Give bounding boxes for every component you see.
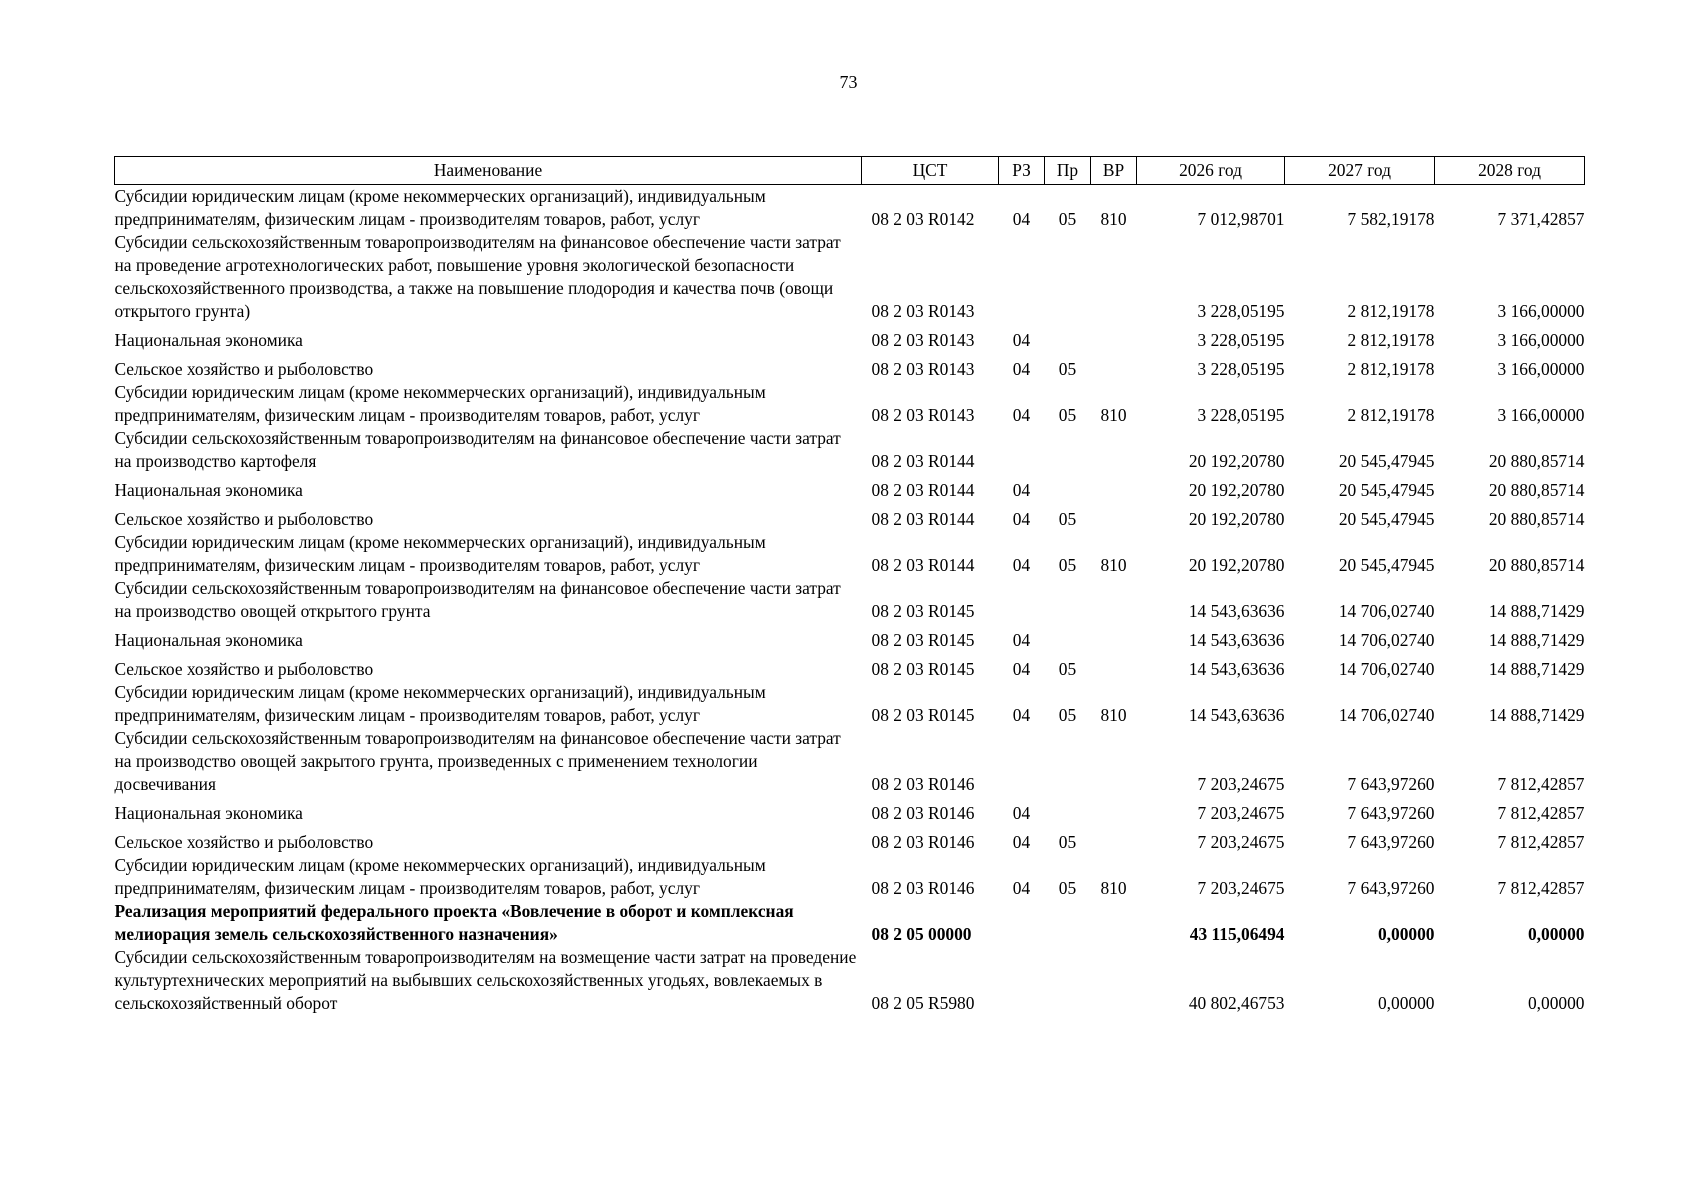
row-rz: 04 — [1012, 803, 1031, 823]
row-value-2026: 20 192,20780 — [1188, 509, 1285, 529]
row-value-2026: 3 228,05195 — [1197, 330, 1285, 350]
row-cst: 08 2 03 R0145 — [871, 630, 975, 650]
row-rz — [999, 231, 1045, 323]
row-value-2026: 14 543,63636 — [1188, 630, 1285, 650]
row-value-2028: 3 166,00000 — [1497, 359, 1585, 379]
header-2026: 2026 год — [1137, 157, 1285, 185]
row-name: Сельское хозяйство и рыболовство — [114, 359, 374, 379]
table-row — [115, 323, 1585, 352]
row-pr: 05 — [1058, 359, 1077, 379]
row-vr: 810 — [1100, 209, 1127, 229]
row-pr — [1045, 796, 1091, 825]
row-name: Субсидии юридическим лицам (кроме некоммерческих организаций), индивидуальным предпринимателям, физическим лицам - производителям товаров, работ, услуг — [114, 682, 766, 725]
row-value-2028: 0,00000 — [1527, 924, 1585, 944]
table-row — [115, 352, 1585, 381]
row-rz: 04 — [1012, 509, 1031, 529]
table-row — [115, 381, 1585, 427]
row-name: Субсидии юридическим лицам (кроме некоммерческих организаций), индивидуальным предпринимателям, физическим лицам - производителям товаров, работ, услуг — [114, 855, 766, 898]
row-value-2027: 2 812,19178 — [1347, 405, 1435, 425]
row-value-2027: 0,00000 — [1377, 993, 1435, 1013]
row-cst: 08 2 03 R0143 — [871, 301, 975, 321]
row-rz — [999, 946, 1045, 1015]
row-rz: 04 — [1012, 555, 1031, 575]
row-pr — [1045, 323, 1091, 352]
row-value-2026: 20 192,20780 — [1188, 451, 1285, 471]
row-value-2028: 14 888,71429 — [1488, 630, 1585, 650]
row-value-2026: 3 228,05195 — [1197, 301, 1285, 321]
row-value-2027: 20 545,47945 — [1338, 480, 1435, 500]
table-row — [115, 854, 1585, 900]
row-value-2027: 20 545,47945 — [1338, 509, 1435, 529]
row-rz — [999, 577, 1045, 623]
row-value-2028: 20 880,85714 — [1488, 451, 1585, 471]
row-name: Субсидии юридическим лицам (кроме некоммерческих организаций), индивидуальным предпринимателям, физическим лицам - производителям товаров, работ, услуг — [114, 382, 766, 425]
row-vr — [1091, 323, 1137, 352]
row-vr: 810 — [1100, 705, 1127, 725]
header-vr: ВР — [1091, 157, 1137, 185]
header-rz: РЗ — [999, 157, 1045, 185]
row-value-2028: 7 812,42857 — [1497, 803, 1585, 823]
row-name: Реализация мероприятий федерального проекта «Вовлечение в оборот и комплексная мелиорация земель сельскохозяйственного назначения» — [114, 901, 794, 944]
row-rz: 04 — [1012, 705, 1031, 725]
row-value-2026: 7 203,24675 — [1197, 878, 1285, 898]
row-value-2028: 0,00000 — [1527, 993, 1585, 1013]
row-name: Субсидии сельскохозяйственным товаропроизводителям на финансовое обеспечение части затрат на производство картофеля — [114, 428, 841, 471]
row-cst: 08 2 03 R0145 — [871, 601, 975, 621]
row-cst: 08 2 05 00000 — [871, 924, 972, 944]
row-value-2026: 7 203,24675 — [1197, 832, 1285, 852]
page-number: 73 — [839, 72, 858, 92]
row-name: Субсидии сельскохозяйственным товаропроизводителям на финансовое обеспечение части затрат на проведение агротехнологических работ, повышение уровня экологической безопасности сельскохозяйственного производства, а также на повышение плодородия и качества почв (овощи открытого грунта) — [114, 232, 841, 321]
row-pr — [1045, 577, 1091, 623]
row-value-2027: 2 812,19178 — [1347, 330, 1435, 350]
row-rz: 04 — [1012, 659, 1031, 679]
table-row — [115, 727, 1585, 796]
row-pr: 05 — [1058, 405, 1077, 425]
table-row — [115, 623, 1585, 652]
row-value-2027: 7 643,97260 — [1347, 832, 1435, 852]
row-value-2027: 0,00000 — [1377, 924, 1435, 944]
row-value-2028: 7 812,42857 — [1497, 774, 1585, 794]
row-value-2028: 20 880,85714 — [1488, 509, 1585, 529]
row-value-2028: 3 166,00000 — [1497, 330, 1585, 350]
row-pr — [1045, 231, 1091, 323]
row-vr — [1091, 352, 1137, 381]
row-cst: 08 2 03 R0144 — [871, 480, 975, 500]
row-rz: 04 — [1012, 405, 1031, 425]
row-name: Субсидии сельскохозяйственным товаропроизводителям на возмещение части затрат на проведение культуртехнических мероприятий на выбывших сельскохозяйственных угодьях, вовлекаемых в сельскохозяйственный оборот — [114, 947, 857, 1013]
row-name: Субсидии юридическим лицам (кроме некоммерческих организаций), индивидуальным предпринимателям, физическим лицам - производителям товаров, работ, услуг — [114, 532, 766, 575]
row-value-2026: 7 012,98701 — [1197, 209, 1285, 229]
row-vr — [1091, 623, 1137, 652]
table-row — [115, 185, 1585, 232]
row-pr: 05 — [1058, 832, 1077, 852]
row-value-2026: 3 228,05195 — [1197, 405, 1285, 425]
row-cst: 08 2 03 R0146 — [871, 774, 975, 794]
row-cst: 08 2 03 R0143 — [871, 330, 975, 350]
row-pr — [1045, 900, 1091, 946]
row-value-2027: 2 812,19178 — [1347, 301, 1435, 321]
table-row — [115, 502, 1585, 531]
row-value-2028: 20 880,85714 — [1488, 480, 1585, 500]
table-row — [115, 652, 1585, 681]
row-name: Сельское хозяйство и рыболовство — [114, 832, 374, 852]
row-vr: 810 — [1100, 878, 1127, 898]
row-value-2028: 20 880,85714 — [1488, 555, 1585, 575]
row-pr: 05 — [1058, 705, 1077, 725]
row-cst: 08 2 03 R0142 — [871, 209, 975, 229]
row-pr: 05 — [1058, 509, 1077, 529]
table-row — [115, 946, 1585, 1015]
row-rz: 04 — [1012, 330, 1031, 350]
table-row — [115, 427, 1585, 473]
header-name: Наименование — [115, 157, 862, 185]
row-value-2027: 2 812,19178 — [1347, 359, 1435, 379]
row-value-2028: 14 888,71429 — [1488, 601, 1585, 621]
row-value-2028: 3 166,00000 — [1497, 405, 1585, 425]
row-pr: 05 — [1058, 878, 1077, 898]
row-value-2026: 7 203,24675 — [1197, 803, 1285, 823]
row-name: Национальная экономика — [114, 803, 303, 823]
row-value-2026: 14 543,63636 — [1188, 659, 1285, 679]
row-cst: 08 2 03 R0144 — [871, 509, 975, 529]
row-name: Сельское хозяйство и рыболовство — [114, 509, 374, 529]
table-row — [115, 900, 1585, 946]
row-vr — [1091, 652, 1137, 681]
row-rz: 04 — [1012, 878, 1031, 898]
row-vr — [1091, 796, 1137, 825]
table-row — [115, 231, 1585, 323]
row-rz: 04 — [1012, 480, 1031, 500]
table-row — [115, 577, 1585, 623]
row-value-2028: 7 812,42857 — [1497, 832, 1585, 852]
row-rz — [999, 727, 1045, 796]
row-vr — [1091, 502, 1137, 531]
row-value-2026: 40 802,46753 — [1188, 993, 1285, 1013]
row-cst: 08 2 03 R0143 — [871, 359, 975, 379]
row-cst: 08 2 03 R0144 — [871, 451, 975, 471]
row-rz: 04 — [1012, 359, 1031, 379]
row-value-2027: 7 643,97260 — [1347, 774, 1435, 794]
table-row — [115, 796, 1585, 825]
row-pr: 05 — [1058, 555, 1077, 575]
row-pr: 05 — [1058, 209, 1077, 229]
row-name: Субсидии юридическим лицам (кроме некоммерческих организаций), индивидуальным предпринимателям, физическим лицам - производителям товаров, работ, услуг — [114, 186, 766, 229]
row-vr — [1091, 577, 1137, 623]
row-pr — [1045, 427, 1091, 473]
row-name: Национальная экономика — [114, 630, 303, 650]
row-value-2027: 20 545,47945 — [1338, 555, 1435, 575]
row-vr — [1091, 900, 1137, 946]
row-value-2027: 14 706,02740 — [1338, 705, 1435, 725]
header-pr: Пр — [1045, 157, 1091, 185]
row-name: Субсидии сельскохозяйственным товаропроизводителям на финансовое обеспечение части затрат на производство овощей закрытого грунта, произведенных с применением технологии досвечивания — [114, 728, 841, 794]
row-cst: 08 2 03 R0145 — [871, 705, 975, 725]
row-rz: 04 — [1012, 209, 1031, 229]
table-row — [115, 681, 1585, 727]
row-name: Национальная экономика — [114, 480, 303, 500]
row-cst: 08 2 03 R0145 — [871, 659, 975, 679]
row-value-2028: 3 166,00000 — [1497, 301, 1585, 321]
row-cst: 08 2 03 R0146 — [871, 878, 975, 898]
row-pr — [1045, 623, 1091, 652]
row-value-2028: 7 371,42857 — [1497, 209, 1585, 229]
row-vr: 810 — [1100, 555, 1127, 575]
row-rz — [999, 900, 1045, 946]
row-value-2026: 20 192,20780 — [1188, 555, 1285, 575]
row-vr: 810 — [1100, 405, 1127, 425]
row-value-2026: 14 543,63636 — [1188, 705, 1285, 725]
row-value-2027: 7 643,97260 — [1347, 803, 1435, 823]
row-name: Сельское хозяйство и рыболовство — [114, 659, 374, 679]
row-value-2026: 43 115,06494 — [1189, 924, 1285, 944]
table-row — [115, 825, 1585, 854]
row-value-2027: 20 545,47945 — [1338, 451, 1435, 471]
row-value-2028: 14 888,71429 — [1488, 659, 1585, 679]
row-name: Национальная экономика — [114, 330, 303, 350]
header-cst: ЦСТ — [862, 157, 999, 185]
row-pr — [1045, 727, 1091, 796]
row-value-2026: 20 192,20780 — [1188, 480, 1285, 500]
row-vr — [1091, 427, 1137, 473]
row-value-2026: 14 543,63636 — [1188, 601, 1285, 621]
row-name: Субсидии сельскохозяйственным товаропроизводителям на финансовое обеспечение части затрат на производство овощей открытого грунта — [114, 578, 841, 621]
row-value-2027: 14 706,02740 — [1338, 630, 1435, 650]
row-cst: 08 2 05 R5980 — [871, 993, 975, 1013]
row-cst: 08 2 03 R0144 — [871, 555, 975, 575]
row-pr: 05 — [1058, 659, 1077, 679]
row-vr — [1091, 473, 1137, 502]
row-cst: 08 2 03 R0146 — [871, 832, 975, 852]
row-rz: 04 — [1012, 832, 1031, 852]
table-header-row — [115, 157, 1585, 185]
row-value-2028: 7 812,42857 — [1497, 878, 1585, 898]
row-pr — [1045, 946, 1091, 1015]
row-value-2026: 3 228,05195 — [1197, 359, 1285, 379]
table-body — [115, 185, 1585, 1016]
row-rz — [999, 427, 1045, 473]
header-2028: 2028 год — [1435, 157, 1585, 185]
header-2027: 2027 год — [1285, 157, 1435, 185]
row-vr — [1091, 946, 1137, 1015]
row-cst: 08 2 03 R0146 — [871, 803, 975, 823]
row-value-2028: 14 888,71429 — [1488, 705, 1585, 725]
row-rz: 04 — [1012, 630, 1031, 650]
table-row — [115, 531, 1585, 577]
row-vr — [1091, 727, 1137, 796]
row-value-2027: 7 582,19178 — [1347, 209, 1435, 229]
row-value-2026: 7 203,24675 — [1197, 774, 1285, 794]
budget-table — [114, 156, 1585, 1015]
row-cst: 08 2 03 R0143 — [871, 405, 975, 425]
row-value-2027: 14 706,02740 — [1338, 659, 1435, 679]
row-value-2027: 7 643,97260 — [1347, 878, 1435, 898]
table-row — [115, 473, 1585, 502]
row-vr — [1091, 231, 1137, 323]
row-pr — [1045, 473, 1091, 502]
row-vr — [1091, 825, 1137, 854]
row-value-2027: 14 706,02740 — [1338, 601, 1435, 621]
